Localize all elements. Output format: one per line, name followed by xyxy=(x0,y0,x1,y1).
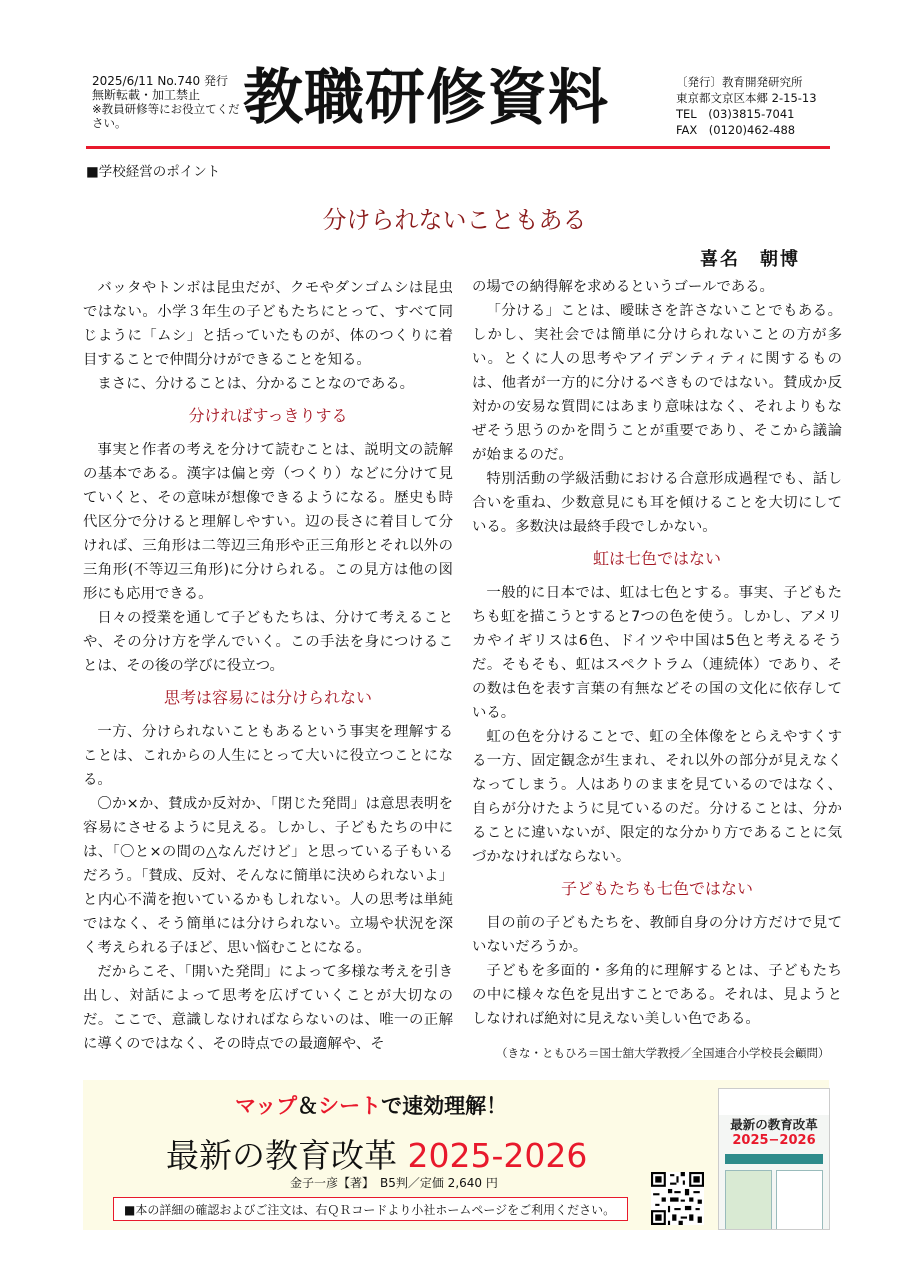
publisher-info xyxy=(676,74,817,138)
paragraph: 「分ける」ことは、曖昧さを許さないことでもある。しかし、実社会では簡単に分けられないことの方が多い。とくに人の思考やアイデンティティに関するものは、他者が一方的に分けるべきものではない。賛成か反対かの安易な質問にはあまり意味はなく、それよりもなぜそう思うのかを問うことが重要であり、そこから議論が始まるのだ。 xyxy=(472,303,842,463)
masthead-title: 教職研修資料 xyxy=(243,63,609,133)
ad-book-meta: 金子一彦【著】 B5判／定価 2,640 円 xyxy=(290,1176,498,1190)
section-label: ■学校経営のポイント xyxy=(86,164,221,180)
paragraph: 子どもを多面的・多角的に理解するとは、子どもたちの中に様々な色を見出すことである。それは、見ようとしなければ絶対に見えない美しい色である。 xyxy=(472,963,842,1027)
issue-info xyxy=(92,74,242,130)
book-cover-image[interactable] xyxy=(718,1088,830,1230)
cover-title: 最新の教育改革 xyxy=(730,1117,818,1132)
article-left-column xyxy=(83,276,453,1056)
ad-book-year: 2025-2026 xyxy=(407,1136,588,1175)
usage-note: ※教員研修等にお役立てください。 xyxy=(92,102,240,130)
paragraph: 事実と作者の考えを分けて読むことは、説明文の読解の基本である。漢字は偏と旁（つくり）などに分けて見ていくと、その意味が想像できるようになる。歴史も時代区分で分けると理解しやすい。辺の長さに着目して分ければ、三角形は二等辺三角形や正三角形とそれ以外の三角形(不等辺三角形)に分けられる。この見方は他の図形にも応用できる。 xyxy=(83,442,453,602)
article-right-column xyxy=(472,275,842,1031)
paragraph: 〇か×か、賛成か反対か、「閉じた発問」は意思表明を容易にさせるように見える。しかし、子どもたちの中には、「〇と×の間の△なんだけど」と思っている子もいるだろう。「賛成、反対、そんなに簡単に決められないよ」と内心不満を抱いているかもしれない。人の思考は単純ではなく、そう簡単には分けられない。立場や状況を深く考えられる子ほど、思い悩むことになる。 xyxy=(83,796,453,956)
header-divider xyxy=(86,146,830,149)
ad-book-title xyxy=(166,1130,587,1177)
publisher-tel: TEL (03)3815-7041 xyxy=(676,107,795,121)
no-reprint-notice: 無断転載・加工禁止 xyxy=(92,88,201,102)
subheading: 子どもたちも七色ではない xyxy=(560,879,753,898)
paragraph: 目の前の子どもたちを、教師自身の分け方だけで見ていないだろうか。 xyxy=(472,915,842,955)
article-title: 分けられないこともある xyxy=(322,206,587,234)
article-author: 喜名 朝博 xyxy=(700,249,800,270)
paragraph: 一方、分けられないこともあるという事実を理解することは、これからの人生にとって大いに役立つことになる。 xyxy=(83,724,453,788)
paragraph: 一般的に日本では、虹は七色とする。事実、子どもたちも虹を描こうとすると7つの色を使う。しかし、アメリカやイギリスは6色、ドイツや中国は5色と考えるそうだ。そもそも、虹はスペクトラム（連続体）であり、その数は色を表す言葉の有無などその国の文化に依存している。 xyxy=(472,585,842,721)
subheading: 思考は容易には分けられない xyxy=(163,688,372,707)
cover-year: 2025−2026 xyxy=(732,1133,816,1148)
qr-code-icon[interactable] xyxy=(651,1172,704,1225)
paragraph: まさに、分けることは、分かることなのである。 xyxy=(97,376,414,392)
ad-tagline-sheet: シート xyxy=(318,1094,382,1118)
publisher-address: 東京都文京区本郷 2-15-13 xyxy=(676,91,817,105)
ad-order-note: ■本の詳細の確認およびご注文は、右ＱＲコードより小社ホームページをご利用ください。 xyxy=(113,1197,628,1221)
publisher-fax: FAX (0120)462-488 xyxy=(676,123,796,137)
issue-line: 2025/6/11 No.740 発行 xyxy=(92,74,228,88)
ad-tagline-amp: ＆ xyxy=(297,1094,319,1118)
author-credit: （きな・ともひろ＝国士舘大学教授／全国連合小学校長会顧問） xyxy=(496,1046,830,1060)
ad-book-name: 最新の教育改革 xyxy=(166,1136,408,1175)
ad-tagline-map: マップ xyxy=(235,1094,298,1118)
ad-tagline-rest: で速効理解！ xyxy=(381,1094,508,1118)
paragraph: 特別活動の学級活動における合意形成過程でも、話し合いを重ね、少数意見にも耳を傾けることを大切にしている。多数決は最終手段でしかない。 xyxy=(472,471,842,535)
publisher-name: 〔発行〕教育開発研究所 xyxy=(676,75,803,89)
paragraph: 虹の色を分けることで、虹の全体像をとらえやすくする一方、固定観念が生まれ、それ以外の部分が見えなくなってしまう。人はありのままを見ているのではなく、自らが分けたように見ているのだ。分けることは、分かることに違いないが、限定的な分かり方であることに気づかなければならない。 xyxy=(472,729,842,865)
paragraph: の場での納得解を求めるというゴールである。 xyxy=(472,279,774,295)
subheading: 虹は七色ではない xyxy=(592,549,721,568)
paragraph: だからこそ、「開いた発問」によって多様な考えを引き出し、対話によって思考を広げていくことが大切なのだ。ここで、意識しなければならないのは、唯一の正解に導くのではなく、その時点での最適解や、そ xyxy=(83,964,453,1052)
subheading: 分ければすっきりする xyxy=(188,406,348,425)
ad-tagline xyxy=(235,1090,507,1120)
paragraph: 日々の授業を通して子どもたちは、分けて考えることや、その分け方を学んでいく。この手法を身につけることは、その後の学びに役立つ。 xyxy=(83,610,453,674)
paragraph: バッタやトンボは昆虫だが、クモやダンゴムシは昆虫ではない。小学３年生の子どもたちにとって、すべて同じように「ムシ」と括っていたものが、体のつくりに着目することで仲間分けができることを知る。 xyxy=(83,280,453,368)
